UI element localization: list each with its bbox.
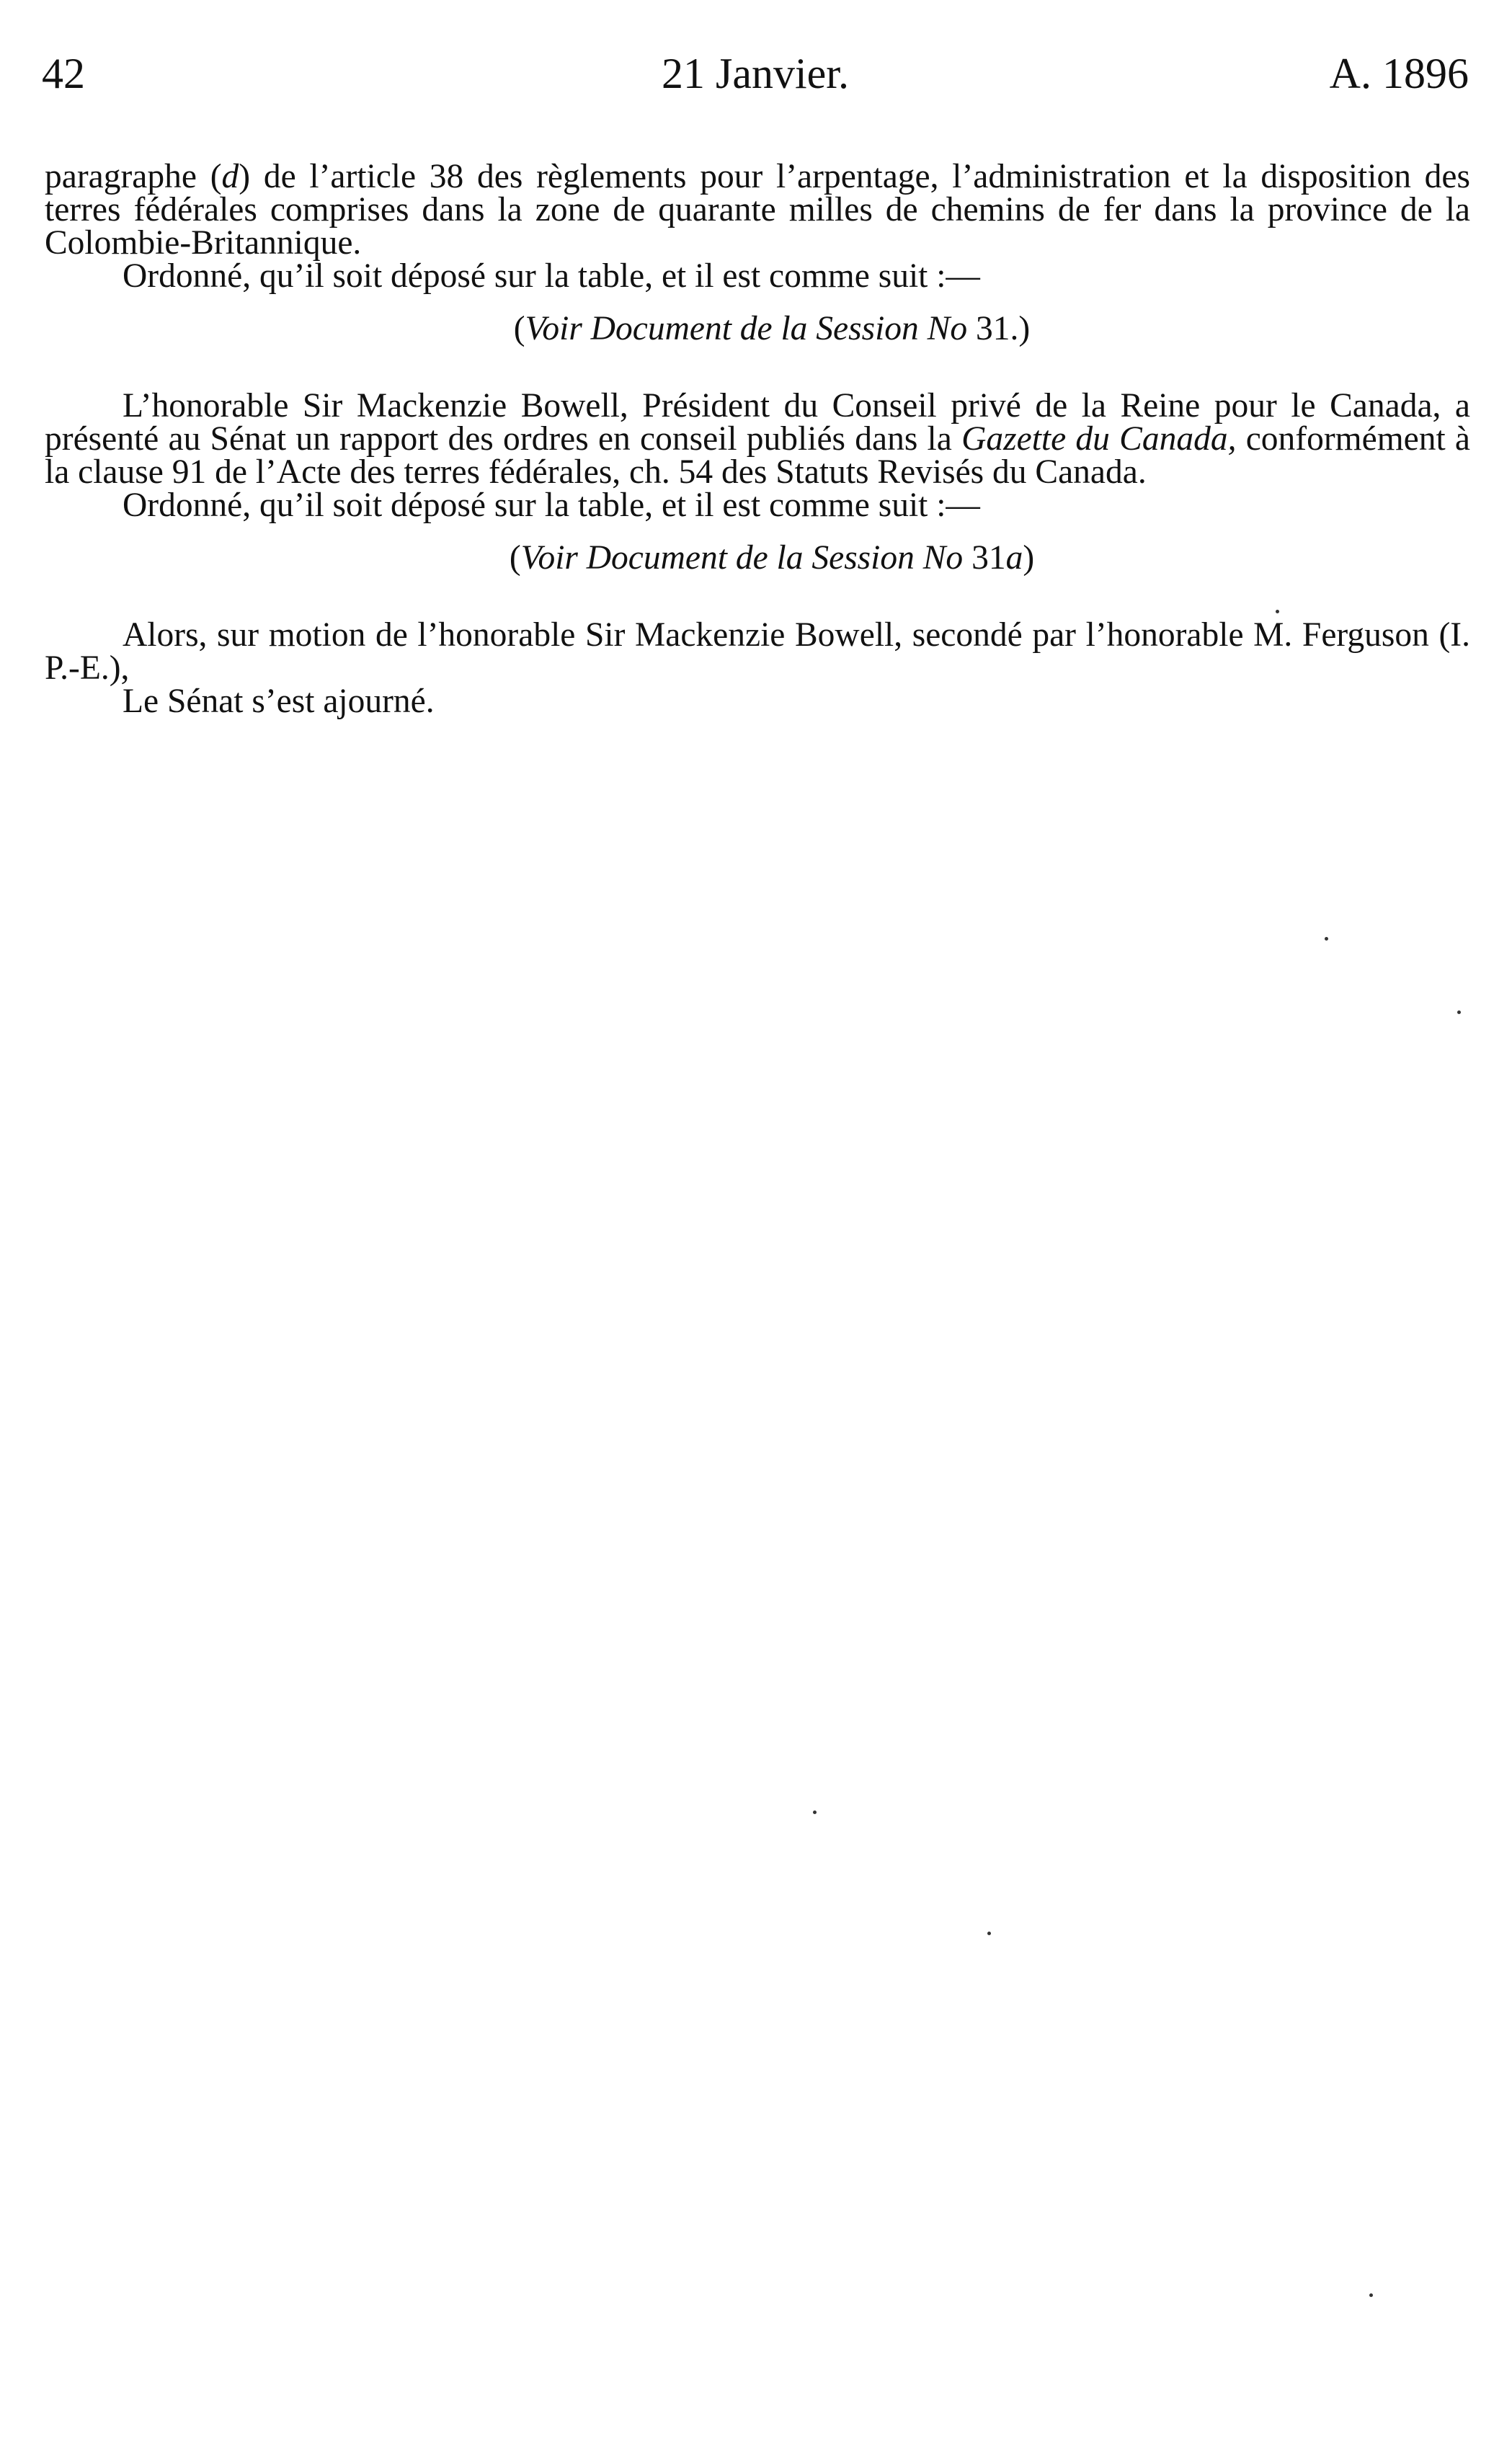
document-body bbox=[45, 160, 1470, 718]
paragraph-reglements: paragraphe (d) de l’article 38 des règlements pour l’arpentage, l’administration et la disposition des terres fédérales comprises dans la zone de quarante milles de chemins de fer dans la province de la Colombie-Britannique. bbox=[45, 158, 1470, 262]
paragraph-motion: Alors, sur motion de l’honorable Sir Mackenzie Bowell, secondé par l’honorable M. Ferguson (I. P.-E.), bbox=[45, 616, 1470, 687]
document-reference-31: (Voir Document de la Session No 31.) bbox=[513, 310, 1031, 347]
closing-line: Le Sénat s’est ajourné. bbox=[123, 683, 435, 720]
speck-mark bbox=[1457, 1010, 1461, 1014]
document-reference-31a: (Voir Document de la Session No 31a) bbox=[509, 539, 1035, 577]
header-date: 21 Janvier. bbox=[662, 50, 849, 97]
speck-mark bbox=[987, 1932, 991, 1935]
page-number: 42 bbox=[42, 50, 85, 97]
speck-mark bbox=[1369, 2293, 1373, 2297]
speck-mark bbox=[813, 1811, 817, 1814]
speck-mark bbox=[1276, 610, 1279, 613]
paragraph-rapport: L’honorable Sir Mackenzie Bowell, Président du Conseil privé de la Reine pour le Canada, a présenté au Sénat un rapport des ordres en conseil publiés dans la Gazette du Canada, conformément à la clause 91 de l’Acte des terres fédérales, ch. 54 des Statuts Revisés du Canada. bbox=[45, 387, 1470, 491]
ordonne-line-1: Ordonné, qu’il soit déposé sur la table, et il est comme suit :— bbox=[123, 257, 980, 295]
page-header bbox=[42, 45, 1469, 102]
header-year: A. 1896 bbox=[1329, 50, 1469, 97]
speck-mark bbox=[1325, 937, 1328, 941]
ordonne-line-2: Ordonné, qu’il soit déposé sur la table, et il est comme suit :— bbox=[123, 487, 980, 524]
